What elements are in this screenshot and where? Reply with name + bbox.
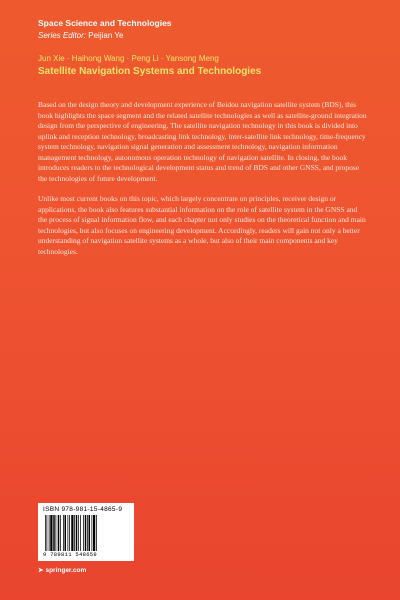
barcode-bar bbox=[49, 515, 50, 551]
barcode-bar bbox=[92, 515, 93, 551]
blurb-paragraph-2: Unlike most current books on this topic, which largely concentrate on principles, receiver design or applications, the book also features substantial information on the role of satellite system in the GNSS and the process of signal information flow, and each chapter not only studies on the theoretical function and main technologies, but also focuses on engineering development. Accordingly, readers will gain not only a better understanding of navigation satellite systems as a whole, but also of their main components and key technologies. bbox=[38, 194, 366, 256]
barcode-bar bbox=[58, 515, 60, 551]
series-editor-label: Series Editor: bbox=[38, 31, 87, 40]
barcode-bar bbox=[69, 515, 70, 551]
barcode-bar bbox=[56, 515, 57, 551]
barcode-bar bbox=[78, 515, 79, 551]
barcode-bar bbox=[63, 515, 64, 551]
barcode-bar bbox=[85, 515, 87, 551]
barcode-bar bbox=[45, 515, 46, 551]
barcode-bar bbox=[89, 515, 91, 551]
barcode-bar bbox=[50, 515, 52, 551]
publisher-url: springer.com bbox=[45, 566, 87, 574]
barcode-box bbox=[38, 503, 134, 561]
barcode-bar bbox=[83, 515, 84, 551]
barcode-bar bbox=[71, 515, 73, 551]
barcode-bar bbox=[68, 515, 69, 551]
arrow-right-icon: ➤ bbox=[38, 567, 44, 574]
publisher-link[interactable] bbox=[38, 566, 86, 574]
isbn-label: ISBN 978-981-15-4865-9 bbox=[43, 506, 123, 513]
series-editor bbox=[38, 31, 123, 40]
barcode-bars bbox=[43, 515, 129, 551]
barcode-bar bbox=[87, 515, 88, 551]
blurb bbox=[38, 100, 368, 267]
barcode-bar bbox=[65, 515, 67, 551]
book-title: Satellite Navigation Systems and Technologies bbox=[38, 66, 262, 77]
barcode-digits: 9 789811 548659 bbox=[43, 551, 98, 558]
barcode-bar bbox=[53, 515, 55, 551]
barcode-bar bbox=[74, 515, 75, 551]
barcode-bar bbox=[93, 515, 95, 551]
barcode-bar bbox=[80, 515, 81, 551]
barcode-bar bbox=[76, 515, 78, 551]
authors: Jun Xie · Haihong Wang · Peng Li · Yansong Meng bbox=[38, 54, 219, 63]
blurb-paragraph-1: Based on the design theory and development experience of Beidou navigation satellite system (BDS), this book highlights the space segment and the related satellite technologies as well as satellite-ground integration design from the perspective of engineering. The satellite navigation technology in this book is divided into uplink and reception technology, broadcasting link technology, inter-satellite link technology, time-frequency system technology, navigation signal generation and assessment technology, navigation information management technology, autonomous operation technology of navigation satellite. In closing, the book introduces readers to the technological development status and trend of BDS and other GNSS, and propose the technologies of future development. bbox=[38, 100, 367, 183]
series-name: Space Science and Technologies bbox=[38, 18, 172, 28]
series-editor-name: Peijian Ye bbox=[88, 31, 124, 40]
barcode-bar bbox=[47, 515, 48, 551]
barcode-bar bbox=[96, 515, 97, 551]
barcode-bar bbox=[60, 515, 61, 551]
